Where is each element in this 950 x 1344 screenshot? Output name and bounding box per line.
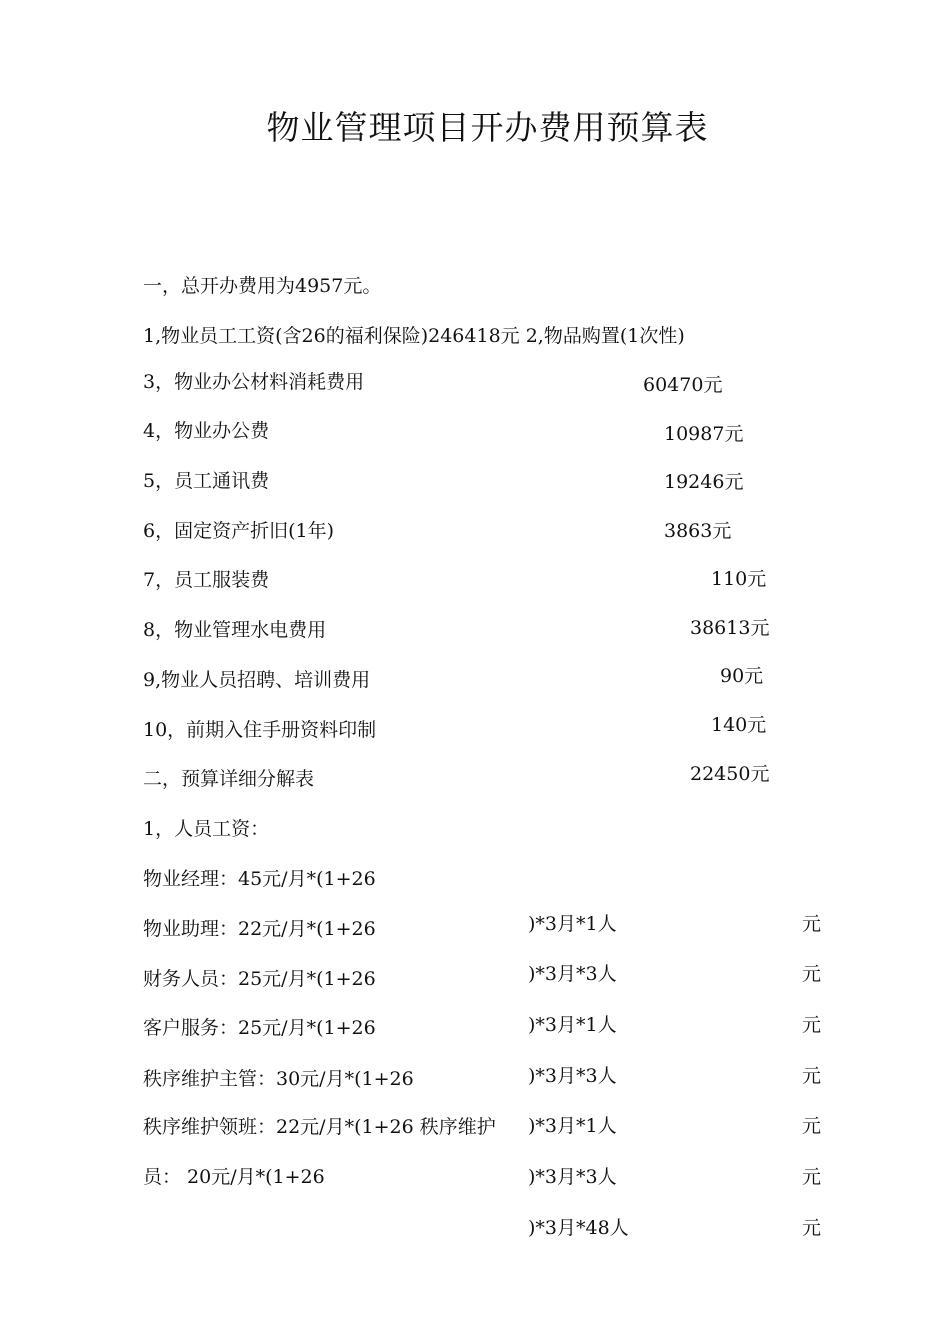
salary-row-unit: 元 [802, 1115, 822, 1137]
salary-row-calc: )*3月*3人 [528, 963, 617, 985]
section2-heading: 二，预算详细分解表 [143, 768, 315, 790]
salary-row-calc: )*3月*3人 [528, 1065, 617, 1087]
salary-row-unit: 元 [802, 963, 822, 985]
item-amount: 22450元 [690, 763, 770, 785]
salary-row-calc: )*3月*1人 [528, 1014, 617, 1036]
item-label: 3，物业办公材料消耗费用 [143, 371, 365, 393]
salary-row-unit: 元 [802, 1166, 822, 1188]
item-label: 4，物业办公费 [143, 420, 270, 442]
salary-row-unit: 元 [802, 1065, 822, 1087]
item-amount: 140元 [711, 714, 767, 736]
item-amount: 38613元 [690, 617, 770, 639]
salary-row-unit: 元 [802, 913, 822, 935]
item-label: 9,物业人员招聘、培训费用 [143, 669, 371, 691]
salary-row-calc: )*3月*1人 [528, 1115, 617, 1137]
salary-row-left: 物业经理：45元/月*(1+26 [143, 868, 376, 890]
salary-row-calc: )*3月*48人 [528, 1217, 629, 1239]
item-label: 5，员工通讯费 [143, 470, 270, 492]
salary-row-calc: )*3月*1人 [528, 913, 617, 935]
salary-row-left: 客户服务：25元/月*(1+26 [143, 1017, 376, 1039]
item-label: 6，固定资产折旧(1年) [143, 520, 335, 542]
item-label: 10，前期入住手册资料印制 [143, 719, 377, 741]
salary-row-left: 员： 20元/月*(1+26 [143, 1166, 325, 1188]
item-amount: 3863元 [664, 520, 732, 542]
item-amount: 19246元 [664, 471, 744, 493]
salary-row-left: 财务人员：25元/月*(1+26 [143, 968, 376, 990]
salary-row-left: 物业助理：22元/月*(1+26 [143, 918, 376, 940]
salary-row-left: 秩序维护领班：22元/月*(1+26 秩序维护 [143, 1116, 496, 1138]
salary-row-unit: 元 [802, 1217, 822, 1239]
salary-line: 1,物业员工工资(含26的福利保险)246418元 2,物品购置(1次性) [143, 325, 685, 347]
item-amount: 10987元 [664, 423, 744, 445]
item-amount: 110元 [711, 568, 767, 590]
item-amount: 90元 [720, 665, 764, 687]
salary-row-left: 秩序维护主管：30元/月*(1+26 [143, 1068, 414, 1090]
salary-subheading: 1，人员工资： [143, 818, 270, 840]
page-title: 物业管理项目开办费用预算表 [266, 108, 709, 147]
item-label: 8，物业管理水电费用 [143, 619, 327, 641]
salary-row-calc: )*3月*3人 [528, 1166, 617, 1188]
item-label: 7，员工服装费 [143, 569, 270, 591]
salary-row-unit: 元 [802, 1014, 822, 1036]
item-amount: 60470元 [643, 374, 723, 396]
total-heading: 一，总开办费用为4957元。 [143, 275, 382, 297]
